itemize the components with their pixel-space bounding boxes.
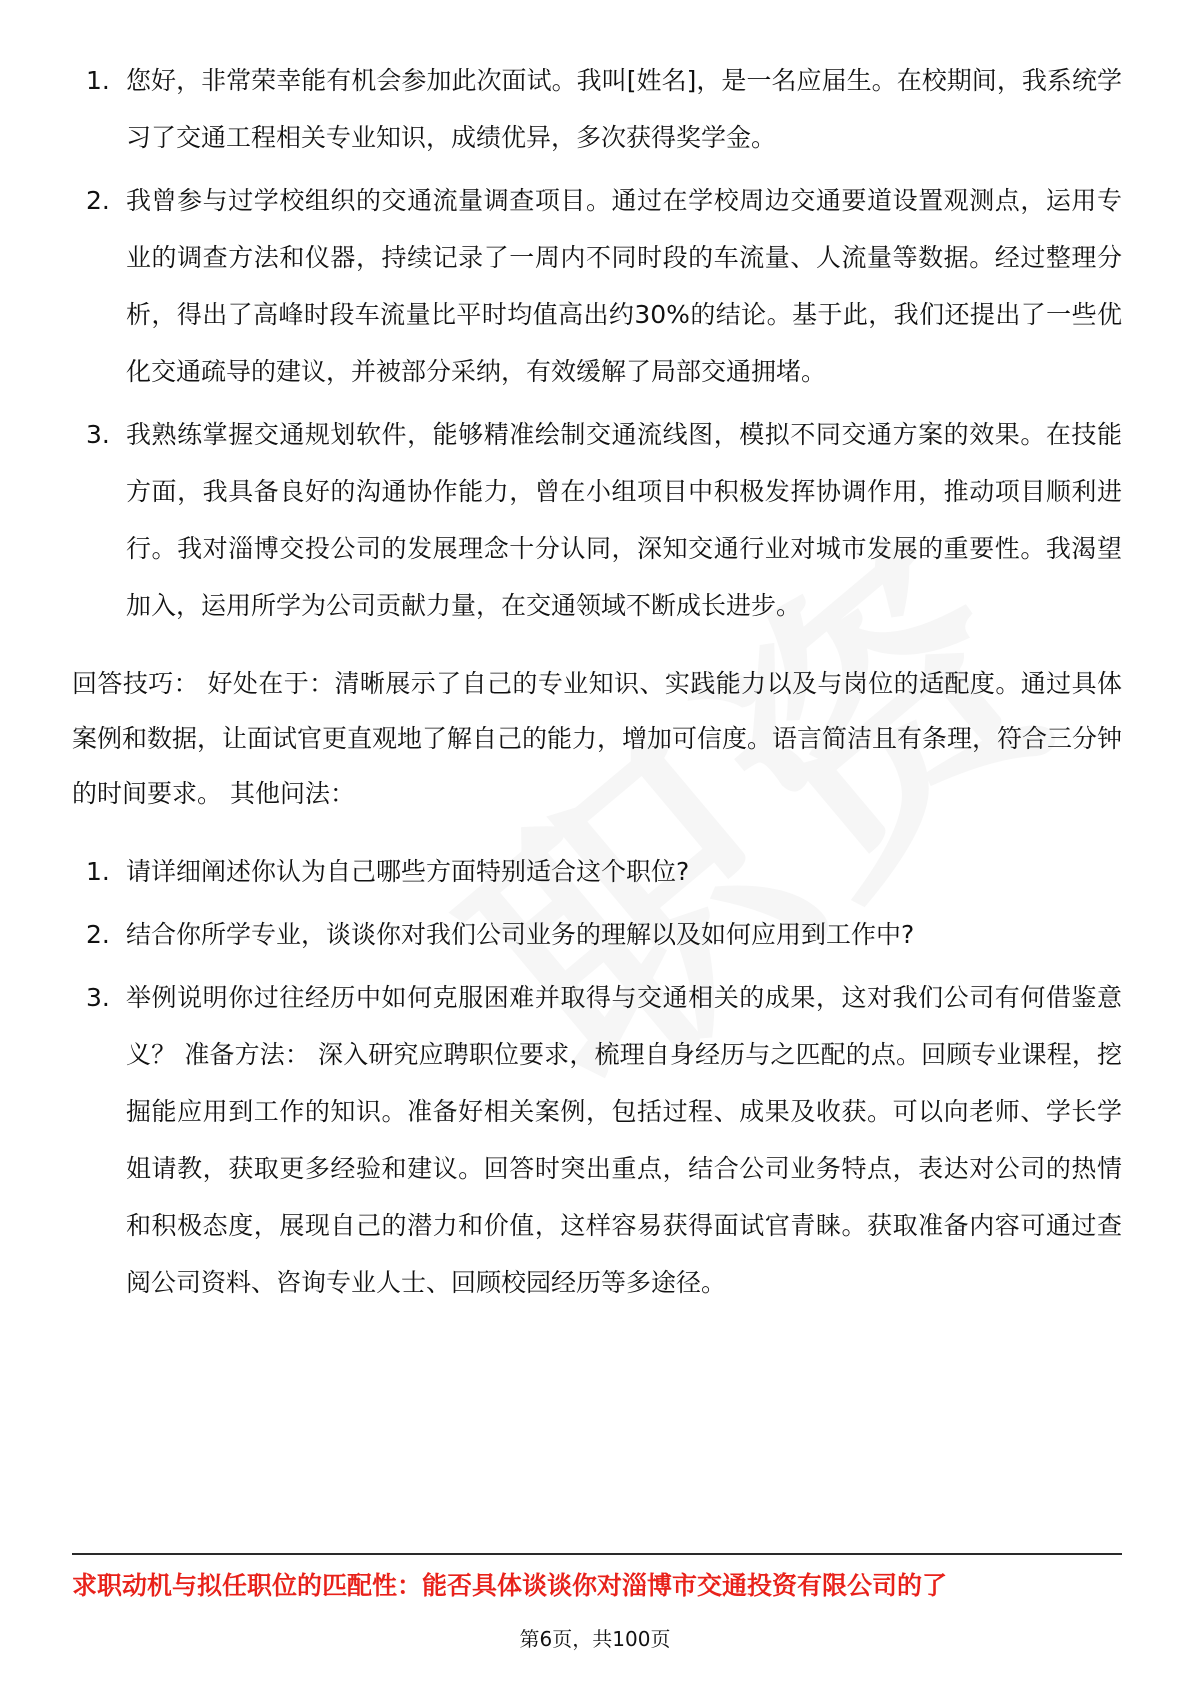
list-item	[72, 969, 1122, 1311]
page-number: 第6页，共100页	[519, 1627, 671, 1651]
tips-paragraph: 回答技巧： 好处在于：清晰展示了自己的专业知识、实践能力以及与岗位的适配度。通过具体案例和数据，让面试官更直观地了解自己的能力，增加可信度。语言简洁且有条理，符合三分钟的时间要求。 其他问法：	[72, 669, 1123, 808]
list-item	[72, 172, 1122, 400]
list-item-text: 结合你所学专业，谈谈你对我们公司业务的理解以及如何应用到工作中?	[126, 920, 915, 949]
list-item	[72, 843, 1122, 900]
list-item-text: 举例说明你过往经历中如何克服困难并取得与交通相关的成果，这对我们公司有何借鉴意义？ 准备方法： 深入研究应聘职位要求，梳理自身经历与之匹配的点。回顾专业课程，挖掘能应用到工作的知识。准备好相关案例，包括过程、成果及收获。可以向老师、学长学姐请教，获取更多经验和建议。回答时突出重点，结合公司业务特点，表达对公司的热情和积极态度，展现自己的潜力和价值，这样容易获得面试官青睐。获取准备内容可通过查阅公司资料、咨询专业人士、回顾校园经历等多途径。	[126, 983, 1122, 1297]
list-item-number: 1.	[86, 857, 110, 886]
next-section-heading: 求职动机与拟任职位的匹配性：能否具体谈谈你对淄博市交通投资有限公司的了	[72, 1571, 948, 1600]
list-item-text: 您好，非常荣幸能有机会参加此次面试。我叫[姓名]，是一名应届生。在校期间，我系统学习了交通工程相关专业知识，成绩优异，多次获得奖学金。	[126, 66, 1122, 152]
list-item-number: 2.	[86, 920, 110, 949]
list-item-number: 2.	[86, 186, 110, 215]
list-item-text: 我熟练掌握交通规划软件，能够精准绘制交通流线图，模拟不同交通方案的效果。在技能方面，我具备良好的沟通协作能力，曾在小组项目中积极发挥协调作用，推动项目顺利进行。我对淄博交投公司的发展理念十分认同，深知交通行业对城市发展的重要性。我渴望加入，运用所学为公司贡献力量，在交通领域不断成长进步。	[126, 420, 1122, 620]
list-item-text: 我曾参与过学校组织的交通流量调查项目。通过在学校周边交通要道设置观测点，运用专业的调查方法和仪器，持续记录了一周内不同时段的车流量、人流量等数据。经过整理分析，得出了高峰时段车流量比平时均值高出约30%的结论。基于此，我们还提出了一些优化交通疏导的建议，并被部分采纳，有效缓解了局部交通拥堵。	[126, 186, 1122, 386]
document-body	[72, 52, 1122, 1317]
alternative-questions-list	[72, 843, 1122, 1311]
list-item-number: 3.	[86, 420, 110, 449]
list-item	[72, 52, 1122, 166]
list-item-number: 1.	[86, 66, 110, 95]
answer-list	[72, 52, 1122, 634]
list-item-number: 3.	[86, 983, 110, 1012]
section-divider	[72, 1553, 1122, 1555]
list-item-text: 请详细阐述你认为自己哪些方面特别适合这个职位?	[126, 857, 690, 886]
list-item	[72, 406, 1122, 634]
list-item	[72, 906, 1122, 963]
